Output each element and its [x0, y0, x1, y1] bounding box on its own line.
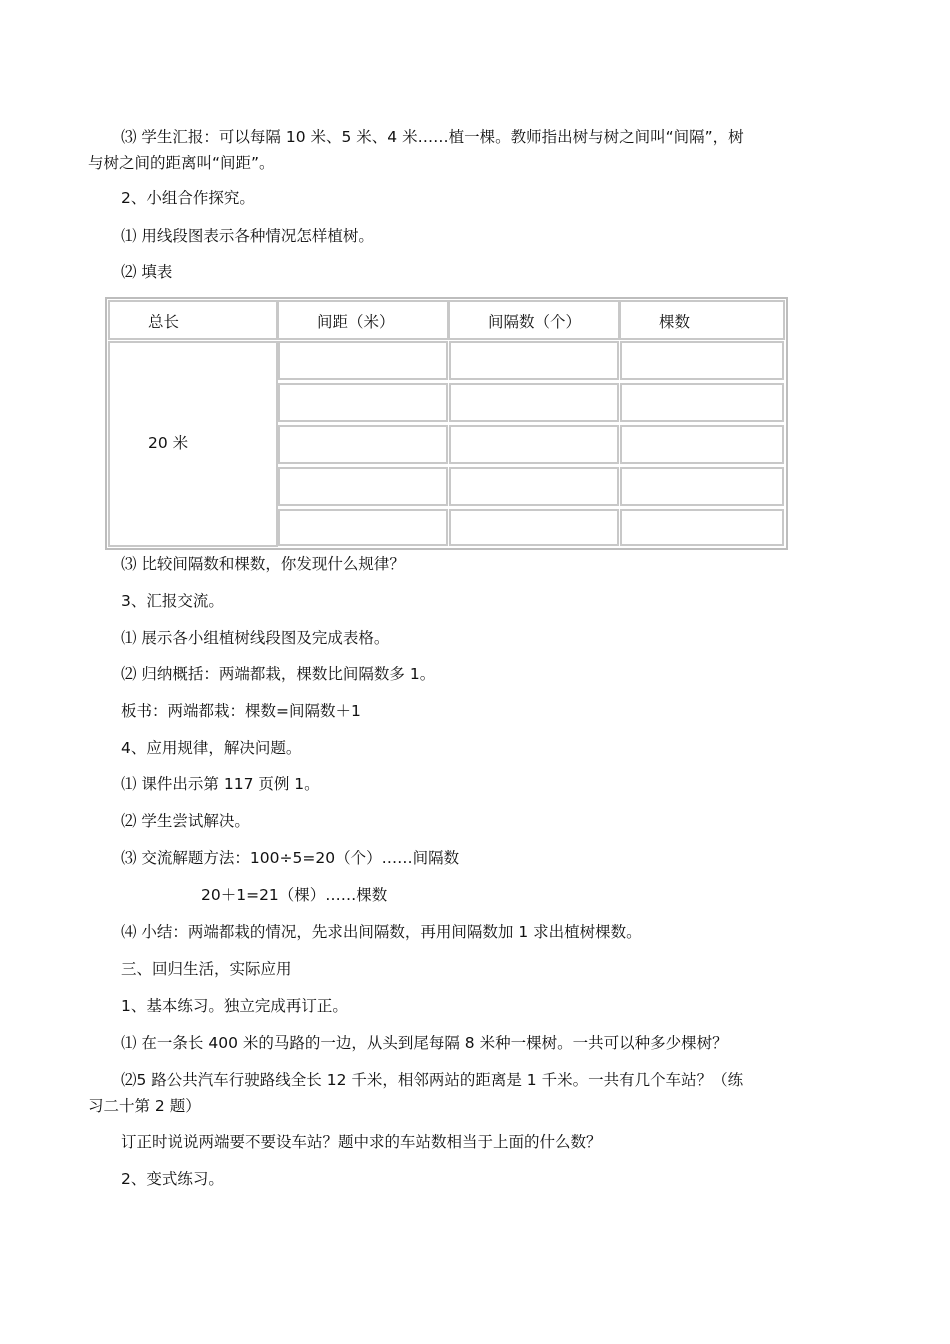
- paragraph-courseware: ⑴ 课件出示第 117 页例 1。: [121, 775, 320, 793]
- paragraph-exercise-2-line2: 习二十第 2 题）: [88, 1097, 201, 1115]
- table-cell[interactable]: [620, 383, 784, 422]
- paragraph-solution-step2: 20＋1=21（棵）……棵数: [201, 886, 388, 904]
- table-cell[interactable]: [449, 425, 619, 464]
- paragraph-variant-practice: 2、变式练习。: [121, 1170, 224, 1188]
- table-cell[interactable]: [620, 509, 784, 546]
- paragraph-summarize: ⑵ 归纳概括：两端都栽，棵数比间隔数多 1。: [121, 665, 436, 683]
- total-length-value: 20 米: [148, 434, 189, 452]
- table-cell[interactable]: [449, 509, 619, 546]
- table-cell[interactable]: [278, 509, 448, 546]
- table-header-spacing: [277, 300, 449, 340]
- table-cell[interactable]: [278, 467, 448, 506]
- table-header-tree-count: [619, 300, 785, 340]
- table-cell[interactable]: [620, 467, 784, 506]
- section-heading-apply: 三、回归生活，实际应用: [121, 960, 292, 978]
- planting-table: [105, 297, 788, 550]
- paragraph-summary: ⑷ 小结：两端都栽的情况，先求出间隔数，再用间隔数加 1 求出植树棵数。: [121, 923, 642, 941]
- table-cell[interactable]: [278, 383, 448, 422]
- header-label: 棵数: [659, 313, 691, 331]
- paragraph-student-report-line1: ⑶ 学生汇报：可以每隔 10 米、5 米、4 米……植一棵。教师指出树与树之间叫“间隔”，树: [121, 128, 744, 146]
- header-label: 间隔数（个）: [488, 313, 582, 331]
- table-cell[interactable]: [278, 425, 448, 464]
- table-cell[interactable]: [620, 341, 784, 380]
- table-cell[interactable]: [620, 425, 784, 464]
- paragraph-student-report-line2: 与树之间的距离叫“间距”。: [88, 154, 275, 172]
- paragraph-compare: ⑶ 比较间隔数和棵数，你发现什么规律？: [121, 555, 405, 573]
- paragraph-show-groups: ⑴ 展示各小组植树线段图及完成表格。: [121, 629, 390, 647]
- header-label: 间距（米）: [317, 313, 395, 331]
- paragraph-exercise-2-line1: ⑵5 路公共汽车行驶路线全长 12 千米，相邻两站的距离是 1 千米。一共有几个车站？（练: [121, 1071, 744, 1089]
- paragraph-group-explore: 2、小组合作探究。: [121, 189, 255, 207]
- paragraph-basic-practice: 1、基本练习。独立完成再订正。: [121, 997, 348, 1015]
- table-cell-total-length: [108, 341, 278, 547]
- paragraph-apply-rule: 4、应用规律，解决问题。: [121, 739, 302, 757]
- paragraph-student-try: ⑵ 学生尝试解决。: [121, 812, 250, 830]
- paragraph-blackboard: 板书：两端都栽：棵数=间隔数＋1: [121, 702, 361, 720]
- header-label: 总长: [148, 313, 180, 331]
- paragraph-exercise-1: ⑴ 在一条长 400 米的马路的一边，从头到尾每隔 8 米种一棵树。一共可以种多少棵树？: [121, 1034, 728, 1052]
- table-cell[interactable]: [449, 467, 619, 506]
- table-header-total-length: [108, 300, 278, 340]
- table-cell[interactable]: [449, 383, 619, 422]
- paragraph-fill-table: ⑵ 填表: [121, 263, 173, 281]
- paragraph-report-exchange: 3、汇报交流。: [121, 592, 224, 610]
- table-cell[interactable]: [278, 341, 448, 380]
- paragraph-solution-method: ⑶ 交流解题方法：100÷5=20（个）……间隔数: [121, 849, 460, 867]
- paragraph-correction: 订正时说说两端要不要设车站？题中求的车站数相当于上面的什么数？: [121, 1133, 602, 1151]
- table-header-interval-count: [448, 300, 620, 340]
- paragraph-line-diagram: ⑴ 用线段图表示各种情况怎样植树。: [121, 227, 374, 245]
- table-cell[interactable]: [449, 341, 619, 380]
